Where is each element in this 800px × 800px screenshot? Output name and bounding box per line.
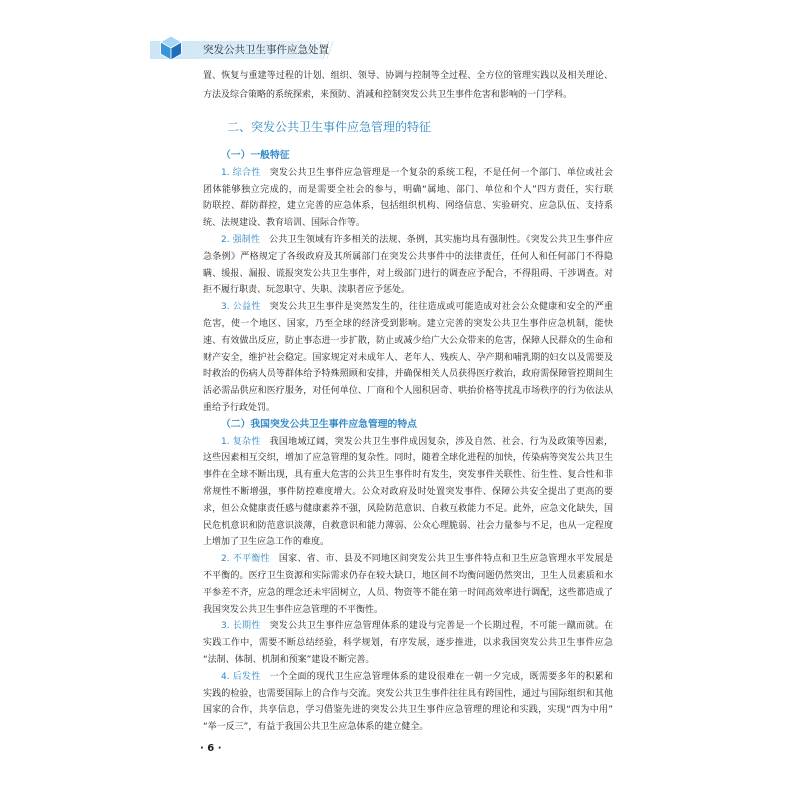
item-label: 3. 公益性 <box>221 302 261 313</box>
text-line: 常规性不断增强，事件防控难度增大。公众对政府及时处置突发事件、保障公共安全提出了更高的要 <box>203 486 613 497</box>
text-line: 我国突发公共卫生事件应急管理的不平衡性。 <box>203 604 384 615</box>
text-line: 突发公共卫生事件应急管理体系的建设与完善是一个长期过程，不可能一蹴而就。在 <box>269 621 613 632</box>
text-line: 国家的合作，共享信息，学习借鉴先进的突发公共卫生事件应急管理的理论和实践，实现“西为中用” <box>203 705 613 716</box>
list-item <box>203 551 613 568</box>
section-body <box>203 148 613 736</box>
text-line: “举一反三”，有益于我国公共卫生应急体系的建立健全。 <box>203 722 429 733</box>
list-item <box>203 434 613 451</box>
page-number: · 6 · <box>200 743 222 754</box>
list-item <box>203 669 613 686</box>
list-item <box>203 618 613 635</box>
text-line: 实践工作中，需要不断总结经验，科学规划，有序发展，逐步推进，以求我国突发公共卫生事件应急 <box>203 638 613 649</box>
text-line: 团体能够独立完成的，而是需要全社会的参与，明确“属地、部门、单位和个人”四方责任，实行联 <box>203 184 613 195</box>
text-line: 拒不履行职责、玩忽职守、失职、渎职者应予惩处。 <box>203 285 411 296</box>
item-label: 2. 强制性 <box>221 234 261 245</box>
text-line: 实践的检验，也需要国际上的合作与交流。突发公共卫生事件往往具有跨国性，通过与国际组织和其他 <box>203 688 613 699</box>
text-line: 不平衡的。医疗卫生资源和实际需求仍存在较大缺口，地区间不均衡问题仍然突出，卫生人员素质和水 <box>203 570 613 581</box>
text-line: 国家、省、市、县及不同地区间突发公共卫生事件特点和卫生应急管理水平发展是 <box>278 554 613 565</box>
text-line: 事件在全球不断出现，具有重大危害的公共卫生事件时有发生，突发事件关联性、衍生性、复合性和非 <box>203 470 613 481</box>
list-item <box>203 299 613 316</box>
text-line: 重给予行政处罚。 <box>203 402 276 413</box>
text-line: 这些因素相互交织，增加了应急管理的复杂性。同时，随着全球化进程的加快，传染病等突发公共卫生 <box>203 453 613 464</box>
list-item <box>203 232 613 249</box>
text-line: 活必需品供应和医疗服务，对任何单位、厂商和个人囤积居奇、哄抬价格等扰乱市场秩序的行为依法从 <box>203 386 613 397</box>
item-label: 3. 长期性 <box>221 621 261 632</box>
text-line: 公共卫生领域有许多相关的法规、条例，其实施均具有强制性。《突发公共卫生事件应 <box>269 234 613 245</box>
text-line: 置、恢复与重建等过程的计划、组织、领导、协调与控制等全过程、全方位的管理实践以及相关理论、 <box>203 71 613 81</box>
text-line: “法制、体制、机制和预案”建设不断完善。 <box>203 654 375 665</box>
text-line: 我国地域辽阔，突发公共卫生事件成因复杂，涉及自然、社会、行为及政策等因素， <box>269 436 613 447</box>
text-line: 统、法规建设、教育培训、国际合作等。 <box>203 218 366 229</box>
item-label: 1. 复杂性 <box>221 436 261 447</box>
cube-icon <box>157 34 185 62</box>
text-line: 时救治的伤病人员等群体给予特殊照顾和安排，并确保相关人员获得医疗救治，政府需保障管控期间生 <box>203 369 613 380</box>
text-line: 求，但公众健康责任感与健康素养不强，风险防范意识、自救互救能力不足。此外，应急文化缺失，国 <box>203 503 613 514</box>
subsection-heading: （二）我国突发公共卫生事件应急管理的特点 <box>221 418 417 430</box>
text-line: 危害，使一个地区、国家，乃至全球的经济受到影响。建立完善的突发公共卫生事件应急机制，能快 <box>203 318 613 329</box>
text-line: 突发公共卫生事件是突然发生的，往往造成或可能造成对社会公众健康和安全的严重 <box>269 302 613 313</box>
text-line: 财产安全，维护社会稳定。国家规定对未成年人、老年人、残疾人、孕产期和哺乳期的妇女以及需要及 <box>203 352 613 363</box>
subsection-heading: （一）一般特征 <box>221 150 290 161</box>
text-line: 瞒、缓报、漏报、谎报突发公共卫生事件，对上级部门进行的调查应予配合，不得阻碍、干涉调查。对 <box>203 268 613 279</box>
text-line: 方法及综合策略的系统探索，来预防、消减和控制突发公共卫生事件危害和影响的一门学科。 <box>203 90 573 100</box>
text-line: 速、有效做出反应，防止事态进一步扩散，防止或减少给广大公众带来的危害，保障人民群众的生命和 <box>203 335 613 346</box>
text-line: 突发公共卫生事件应急管理是一个复杂的系统工程，不是任何一个部门、单位或社会 <box>269 167 613 178</box>
book-title: 突发公共卫生事件应急处置 <box>203 44 329 56</box>
item-label: 1. 综合性 <box>221 167 261 178</box>
item-label: 4. 后发性 <box>221 671 261 682</box>
list-item <box>203 165 613 182</box>
intro-paragraph <box>203 67 613 105</box>
text-line: 急条例》严格规定了各级政府及其所属部门在突发公共事件中的法律责任，任何人和任何部门不得隐 <box>203 251 613 262</box>
text-line: 平参差不齐，应急的理念还未牢固树立，人员、物资等不能在第一时间高效率进行调配，这些都造成了 <box>203 587 613 598</box>
section-heading: 二、突发公共卫生事件应急管理的特征 <box>227 120 432 134</box>
text-line: 上增加了卫生应急工作的难度。 <box>203 537 330 548</box>
text-line: 防联控、群防群控，建立完善的应急体系，包括组织机构、网络信息、实验研究、应急队伍、支持系 <box>203 201 613 212</box>
text-line: 一个全面的现代卫生应急管理体系的建设很难在一朝一夕完成，既需要多年的积累和 <box>269 671 613 682</box>
item-label: 2. 不平衡性 <box>221 554 270 565</box>
text-line: 民危机意识和防范意识淡薄，自救意识和能力薄弱、公众心理脆弱、社会力量参与不足，也从一定程度 <box>203 520 613 531</box>
